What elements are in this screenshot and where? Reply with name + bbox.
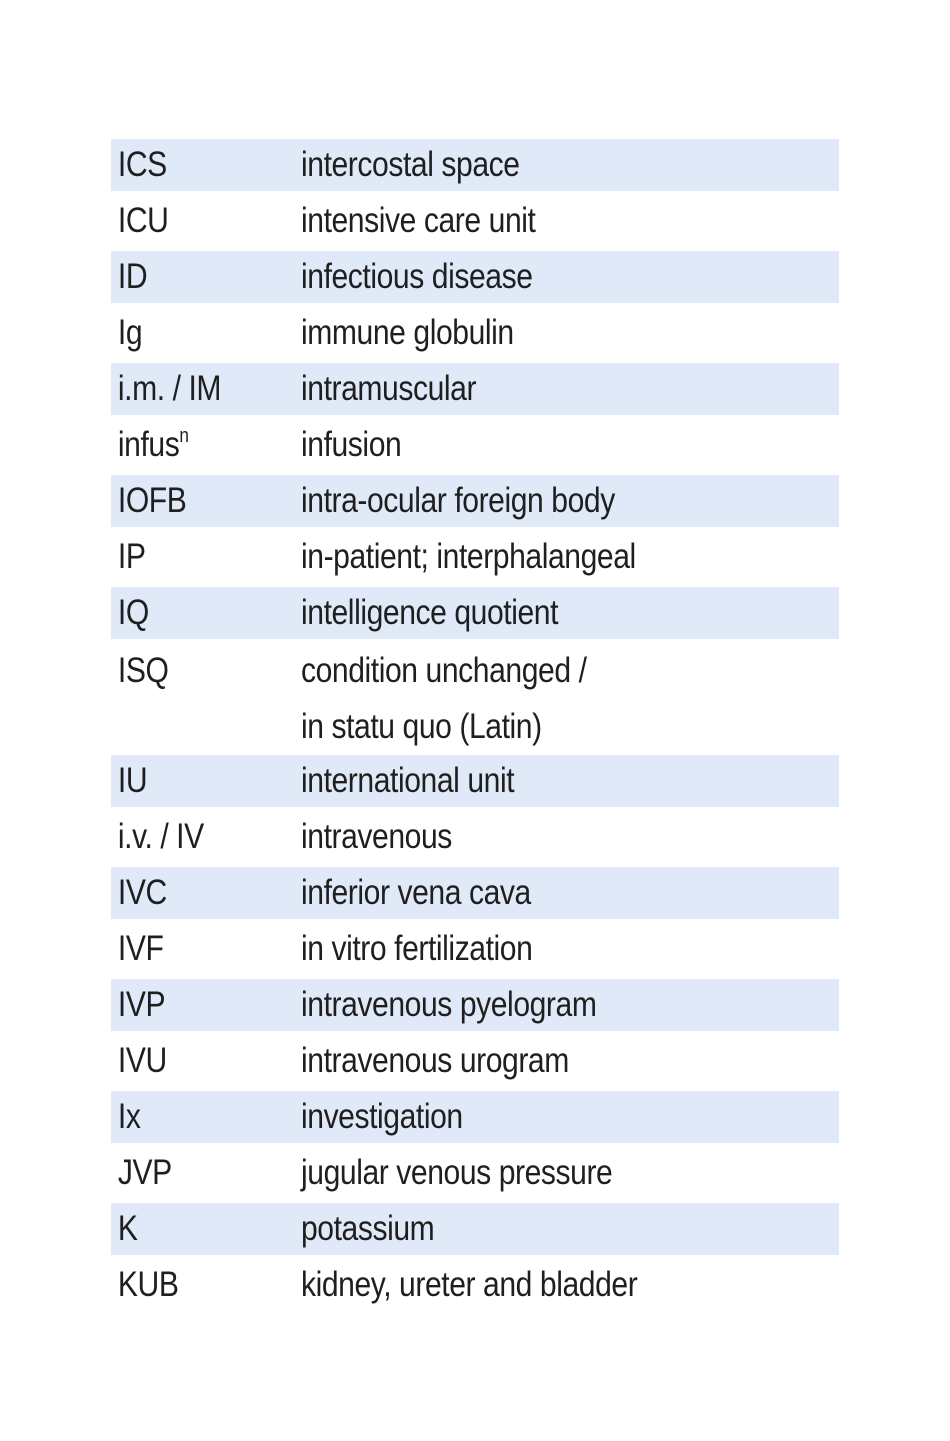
- table-row: [111, 251, 839, 303]
- abbreviation: IVF: [117, 929, 164, 968]
- abbreviation: IVU: [117, 1041, 167, 1080]
- abbreviation: ISQ: [117, 651, 169, 690]
- definition: intensive care unit: [301, 201, 536, 240]
- table-row: [111, 867, 839, 919]
- table-row: [111, 587, 839, 639]
- abbreviation: K: [117, 1209, 138, 1248]
- table-row: [111, 475, 839, 527]
- definition: intravenous urogram: [301, 1041, 569, 1080]
- definition: jugular venous pressure: [301, 1153, 613, 1192]
- abbreviation: JVP: [117, 1153, 172, 1192]
- definition: international unit: [301, 761, 515, 800]
- table-row: [111, 1035, 839, 1091]
- abbreviation: Ig: [117, 313, 143, 352]
- abbreviation: [111, 419, 274, 475]
- table-row: [111, 923, 839, 979]
- table-row: [111, 139, 839, 191]
- abbreviation: ICS: [117, 145, 167, 184]
- table-row: [111, 531, 839, 587]
- table-row: [111, 755, 839, 807]
- table-row: [111, 1147, 839, 1203]
- abbreviation: IP: [117, 537, 146, 576]
- table-row: [111, 363, 839, 415]
- definition: investigation: [301, 1097, 463, 1136]
- abbreviation: ICU: [117, 201, 169, 240]
- table-row: [111, 1091, 839, 1143]
- definition: intravenous: [301, 817, 452, 856]
- abbreviation: Ix: [117, 1097, 141, 1136]
- table-row: [111, 979, 839, 1031]
- table-row: [111, 1203, 839, 1255]
- definition: in vitro fertilization: [301, 929, 533, 968]
- definition: intra-ocular foreign body: [301, 481, 615, 520]
- abbreviation: ID: [117, 257, 148, 296]
- abbreviation-superscript: n: [179, 425, 189, 447]
- definition: potassium: [301, 1209, 435, 1248]
- definition: infectious disease: [301, 257, 533, 296]
- abbreviation: IU: [117, 761, 148, 800]
- abbreviation: KUB: [117, 1265, 179, 1304]
- table-row: [111, 307, 839, 363]
- definition: [301, 643, 764, 755]
- table-row: [111, 1259, 839, 1315]
- table-row: [111, 419, 839, 475]
- abbreviation: IVC: [117, 873, 167, 912]
- definition: intercostal space: [301, 145, 520, 184]
- definition-line-1: condition unchanged /: [301, 651, 587, 690]
- abbreviation: i.m. / IM: [117, 369, 222, 408]
- definition: immune globulin: [301, 313, 514, 352]
- definition: intramuscular: [301, 369, 477, 408]
- abbreviation: IVP: [117, 985, 166, 1024]
- abbreviation-table: [111, 139, 839, 1315]
- abbreviation-base: infus: [117, 425, 180, 464]
- table-row: [111, 811, 839, 867]
- abbreviation: i.v. / IV: [117, 817, 204, 856]
- definition-line-2: in statu quo (Latin): [301, 707, 542, 746]
- definition: intelligence quotient: [301, 593, 559, 632]
- definition: inferior vena cava: [301, 873, 531, 912]
- table-row: [111, 195, 839, 251]
- definition: intravenous pyelogram: [301, 985, 597, 1024]
- definition: in-patient; interphalangeal: [301, 537, 636, 576]
- abbreviation: IOFB: [117, 481, 187, 520]
- abbreviation: IQ: [117, 593, 149, 632]
- definition: kidney, ureter and bladder: [301, 1265, 638, 1304]
- table-row: [111, 643, 839, 755]
- definition: infusion: [301, 425, 402, 464]
